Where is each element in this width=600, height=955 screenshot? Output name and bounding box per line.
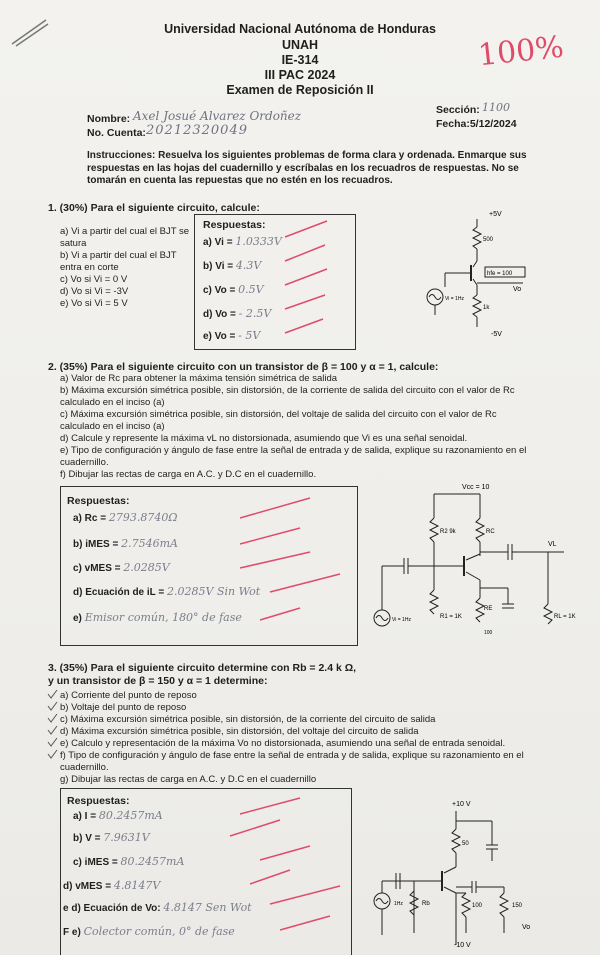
q1-answer-value: 4.3V	[235, 259, 262, 272]
q3-vcc-label: +10 V	[452, 801, 471, 808]
university-acronym: UNAH	[281, 38, 319, 52]
q1-item: c) Vo si Vi = 0 V	[60, 274, 128, 285]
grade-mark: 100%	[476, 29, 566, 74]
q3-rb-label: Rb	[422, 901, 430, 907]
q2-answer-value: 2793.8740Ω	[108, 511, 178, 524]
account-value: 20212320049	[146, 123, 248, 138]
instructions: Instrucciones: Resuelva los siguientes problemas de forma clara y ordenada. Enmarque sus respuestas en las hojas del cuadernillo y escríbalas en los recuadros de respuestas. No se tomarán en cuenta las repuestas que no estén en los recuadros.	[87, 150, 527, 186]
q2-answer-label: b) iMES =	[73, 539, 119, 550]
q1-answer-label: c) Vo =	[203, 285, 236, 296]
q2-r1-label: R1 = 1K	[440, 614, 462, 620]
q2-item: c) Máxima excursión simétrica posible, sin distorsión, del voltaje de salida del circuito con el valor de Rc calculado en el inciso (a)	[60, 409, 497, 432]
q3-answer-label: a) I =	[73, 811, 97, 822]
q3-answer-label: e d) Ecuación de Vo:	[63, 903, 161, 914]
q3-answer-value: 80.2457mA	[98, 809, 163, 822]
q3-answer-value: 4.8147 Sen Wot	[163, 901, 252, 914]
q3-circuit-diagram	[368, 795, 568, 954]
q1-vee-label: -5V	[491, 331, 502, 338]
q3-answer-value: Colector común, 0° de fase	[83, 925, 235, 938]
q3-answers-title: Respuestas:	[67, 795, 130, 807]
q2-answer-label: c) vMES =	[73, 563, 121, 574]
q2-circuit-diagram	[368, 478, 583, 650]
q1-answer-label: d) Vo =	[203, 309, 236, 320]
q3-item: a) Corriente del punto de reposo	[60, 690, 197, 701]
q2-vl-label: VL	[548, 541, 557, 548]
account-label: No. Cuenta:	[87, 127, 146, 139]
q2-item: e) Tipo de configuración y ángulo de fase entre la señal de entrada y de salida, explique su razonamiento en el cuadernillo.	[60, 445, 527, 468]
q3-title: 3. (35%) Para el siguiente circuito determine con Rb = 2.4 k Ω, y un transistor de β = 150 y α = 1 determine:	[48, 662, 357, 687]
q3-item: e) Calculo y representación de la máxima Vo no distorsionada, asumiendo una señal de entrada senoidal.	[60, 738, 506, 749]
q2-item: f) Dibujar las rectas de carga en A.C. y D.C en el cuadernillo.	[60, 469, 317, 480]
q2-title: 2. (35%) Para el siguiente circuito con un transistor de β = 100 y α = 1, calcule:	[48, 361, 439, 373]
q2-answer-label: a) Rc =	[73, 513, 107, 524]
q3-answer-value: 4.8147V	[113, 879, 161, 892]
q2-answer-value: 2.0285V	[123, 561, 170, 574]
q1-r1-label: 500	[483, 237, 494, 243]
q1-vo-label: Vo	[513, 286, 522, 293]
q1-item: e) Vo si Vi = 5 V	[60, 298, 128, 309]
q1-answer-value: 0.5V	[238, 283, 264, 296]
q3-r150-label: 150	[512, 903, 523, 909]
q1-answer-label: a) Vi =	[203, 237, 233, 248]
q2-re-value: 100	[484, 630, 493, 636]
q2-rc-label: RC	[486, 529, 495, 535]
q2-answer-label: d) Ecuación de iL =	[73, 587, 165, 598]
q1-answer-value: 1.0333V	[235, 235, 282, 248]
q3-items	[60, 690, 534, 786]
q1-answer-value: - 2.5V	[238, 307, 272, 320]
name-value: Axel Josué Alvarez Ordoñez	[133, 109, 302, 123]
q1-check-marks	[255, 215, 345, 345]
q1-item: a) Vi a partir del cual el BJT se satura	[60, 226, 190, 249]
q3-vee-label: -10 V	[454, 942, 471, 949]
q2-item: b) Máxima excursión simétrica posible, sin distorsión, de la corriente de salida del circuito con el valor de Rc calculado en el inciso (a)	[60, 385, 515, 408]
q2-answer-value: 2.7546mA	[121, 537, 178, 550]
q1-item: d) Vo si Vi = -3V	[60, 286, 129, 297]
q2-item: d) Calcule y represente la máxima vL no distorsionada, asumiendo que Vi es una señal senoidal.	[60, 433, 468, 444]
section-value: 1100	[482, 101, 510, 114]
q2-answer-label: e)	[73, 613, 82, 624]
q1-circuit-diagram	[415, 205, 545, 350]
q1-hfe-label: hfe = 100	[487, 271, 513, 277]
q3-item: c) Máxima excursión simétrica posible, sin distorsión, de la corriente del circuito de salida	[60, 714, 436, 725]
q3-answer-label: c) iMES =	[73, 857, 118, 868]
q2-answers-title: Respuestas:	[67, 495, 130, 507]
q3-r50-label: 50	[462, 841, 469, 847]
q2-check-marks	[200, 488, 350, 638]
q2-vi-label: Vi = 1Hz	[392, 617, 411, 623]
q1-items	[60, 226, 192, 310]
q1-item: b) Vi a partir del cual el BJT entra en corte	[60, 250, 177, 273]
q1-title: 1. (30%) Para el siguiente circuito, calcule:	[48, 202, 260, 214]
q2-items	[60, 373, 534, 481]
section-label: Sección:	[436, 104, 480, 116]
q1-answer-label: b) Vi =	[203, 261, 234, 272]
q1-answer-value: - 5V	[238, 329, 261, 342]
university-title: Universidad Nacional Autónoma de Honduras	[164, 22, 436, 36]
q2-rl-label: RL = 1K	[554, 614, 576, 620]
q3-answer-label: F e)	[63, 927, 81, 938]
q2-vcc-label: Vcc = 10	[462, 484, 490, 491]
q3-vo-label: Vo	[522, 924, 531, 931]
q3-answer-label: b) V =	[73, 833, 101, 844]
q1-vi-label: Vi = 1Hz	[445, 296, 464, 302]
q3-check-marks	[190, 790, 350, 954]
q3-vi-label: 1Hz	[394, 901, 403, 907]
q2-r2-label: R2 9k	[440, 529, 456, 535]
q3-item: f) Tipo de configuración y ángulo de fase entre la señal de entrada y de salida, explique su razonamiento en el cuadernillo.	[60, 750, 524, 773]
academic-period: III PAC 2024	[264, 68, 336, 82]
q3-answer-value: 80.2457mA	[120, 855, 185, 868]
name-label: Nombre:	[87, 113, 131, 125]
q3-r100-label: 100	[472, 903, 483, 909]
date-label: Fecha:5/12/2024	[436, 118, 517, 130]
exam-title: Examen de Reposición II	[226, 83, 374, 97]
q1-answer-label: e) Vo =	[203, 331, 236, 342]
q3-item: g) Dibujar las rectas de carga en A.C. y D.C en el cuadernillo	[60, 774, 317, 785]
q2-answer-value: 2.0285V Sin Wot	[167, 585, 261, 598]
q3-answer-value: 7.9631V	[103, 831, 150, 844]
course-code: IE-314	[281, 53, 319, 67]
q3-tick-marks	[46, 688, 60, 772]
q1-vcc-label: +5V	[489, 211, 502, 218]
q1-answers-title: Respuestas:	[203, 219, 266, 231]
q3-item: d) Máxima excursión simétrica posible, sin distorsión, del voltaje del circuito de salida	[60, 726, 419, 737]
q3-answer-label: d) vMES =	[63, 881, 112, 892]
q3-item: b) Voltaje del punto de reposo	[60, 702, 187, 713]
q2-answer-value: Emisor común, 180° de fase	[84, 611, 242, 624]
q1-r2-label: 1k	[483, 305, 490, 311]
q2-re-label: RE	[484, 606, 493, 612]
q2-item: a) Valor de Rc para obtener la máxima tensión simétrica de salida	[60, 373, 338, 384]
